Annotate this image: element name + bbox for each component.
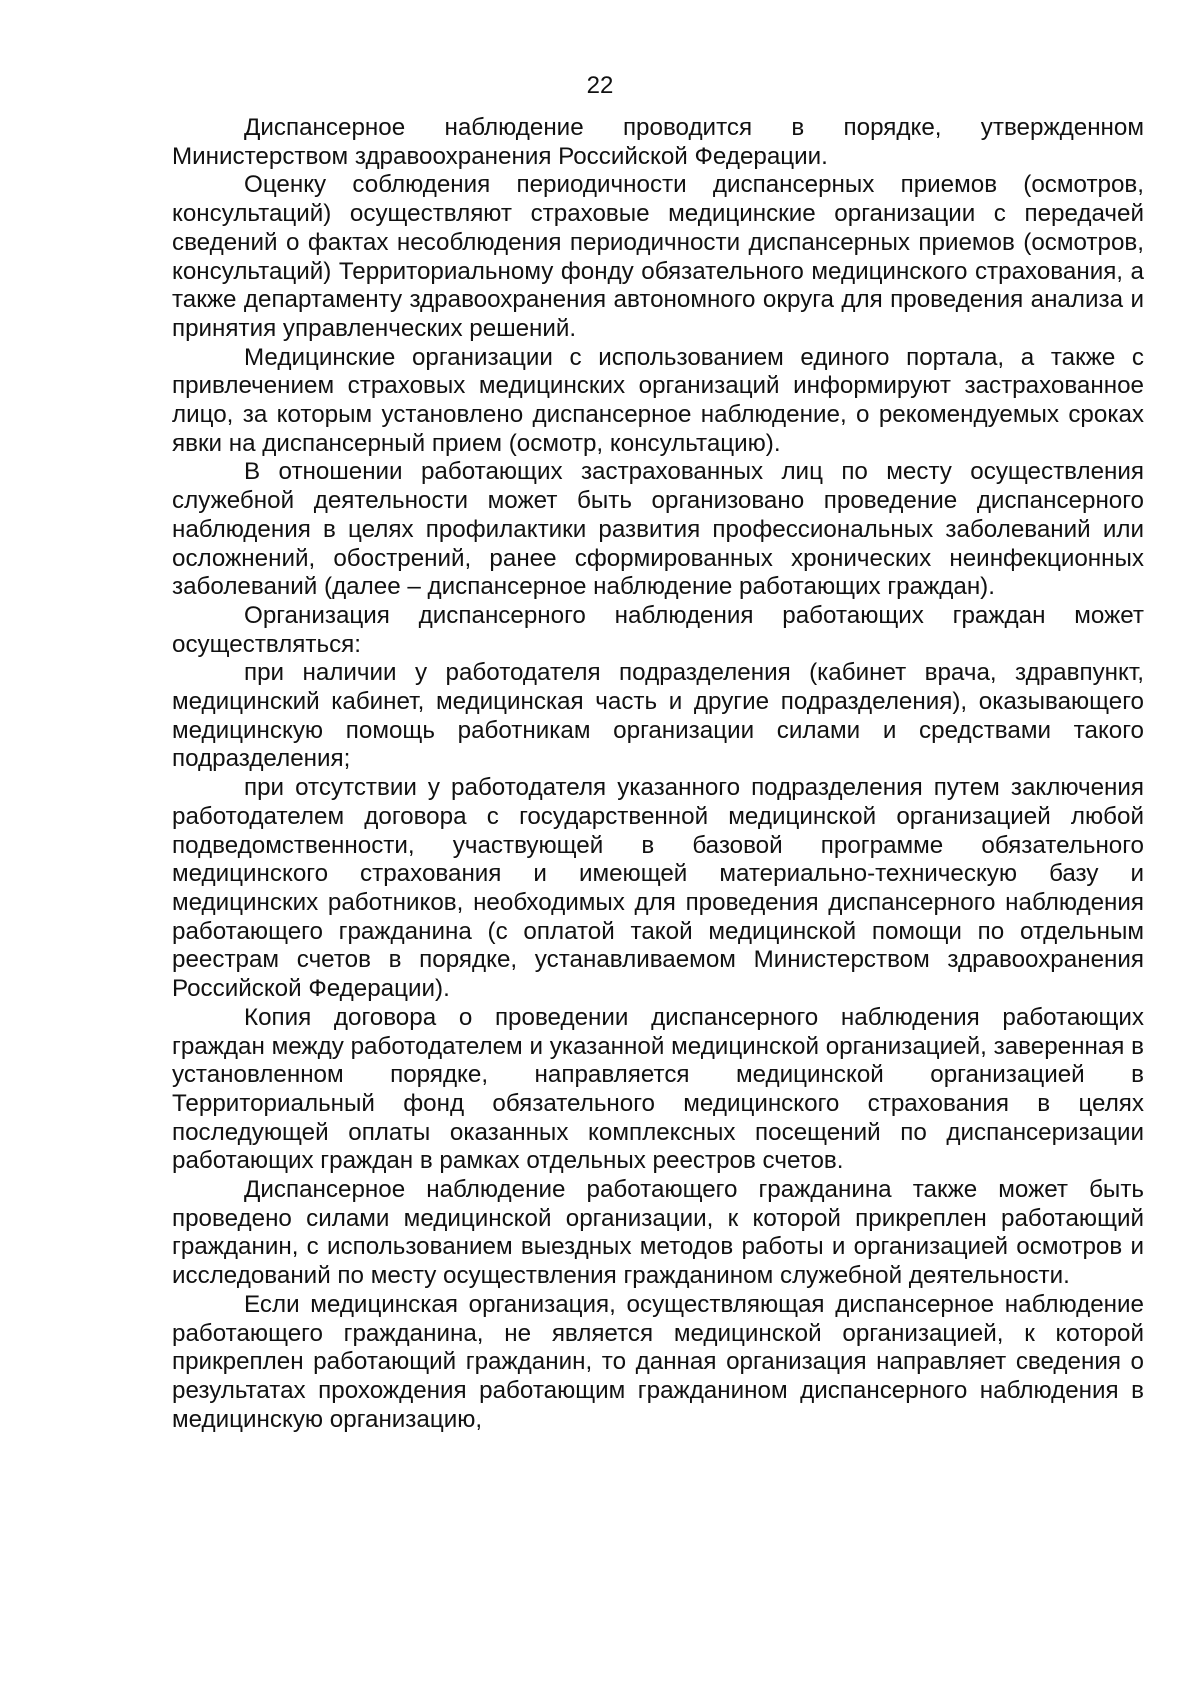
- paragraph: при отсутствии у работодателя указанного подразделения путем заключения работодателем договора с государственной медицинской организацией любой подведомственности, участвующей в базовой программе обязательного медицинского страхования и имеющей материально-техническую базу и медицинских работников, необходимых для проведения диспансерного наблюдения работающего гражданина (с оплатой такой медицинской помощи по отдельным реестрам счетов в порядке, устанавливаемом Министерством здравоохранения Российской Федерации).: [172, 774, 1144, 1003]
- paragraph: Диспансерное наблюдение проводится в порядке, утвержденном Министерством здравоохранения Российской Федерации.: [172, 114, 1144, 170]
- paragraph: Медицинские организации с использованием единого портала, а также с привлечением страховых медицинских организаций информируют застрахованное лицо, за которым установлено диспансерное наблюдение, о рекомендуемых сроках явки на диспансерный прием (осмотр, консультацию).: [172, 343, 1144, 457]
- paragraph: Копия договора о проведении диспансерного наблюдения работающих граждан между работодателем и указанной медицинской организацией, заверенная в установленном порядке, направляется медицинской организацией в Территориальный фонд обязательного медицинского страхования в целях последующей оплаты оказанных комплексных посещений по диспансеризации работающих граждан в рамках отдельных реестров счетов.: [172, 1003, 1144, 1175]
- page-number: 22: [586, 72, 614, 99]
- paragraph: В отношении работающих застрахованных лиц по месту осуществления служебной деятельности может быть организовано проведение диспансерного наблюдения в целях профилактики развития профессиональных заболеваний или осложнений, обострений, ранее сформированных хронических неинфекционных заболеваний (далее – диспансерное наблюдение работающих граждан).: [172, 458, 1144, 601]
- paragraph: Диспансерное наблюдение работающего гражданина также может быть проведено силами медицинской организации, к которой прикреплен работающий гражданин, с использованием выездных методов работы и организацией осмотров и исследований по месту осуществления гражданином служебной деятельности.: [172, 1176, 1144, 1290]
- paragraph: Оценку соблюдения периодичности диспансерных приемов (осмотров, консультаций) осуществляют страховые медицинские организации с передачей сведений о фактах несоблюдения периодичности диспансерных приемов (осмотров, консультаций) Территориальному фонду обязательного медицинского страхования, а также департаменту здравоохранения автономного округа для проведения анализа и принятия управленческих решений.: [172, 171, 1144, 342]
- paragraph: Если медицинская организация, осуществляющая диспансерное наблюдение работающего гражданина, не является медицинской организацией, к которой прикреплен работающий гражданин, то данная организация направляет сведения о результатах прохождения работающим гражданином диспансерного наблюдения в медицинскую организацию,: [172, 1290, 1144, 1433]
- document-body: [172, 114, 1144, 1434]
- paragraph: Организация диспансерного наблюдения работающих граждан может осуществляться:: [172, 601, 1144, 658]
- paragraph: при наличии у работодателя подразделения (кабинет врача, здравпункт, медицинский кабинет, медицинская часть и другие подразделения), оказывающего медицинскую помощь работникам организации силами и средствами такого подразделения;: [172, 659, 1144, 773]
